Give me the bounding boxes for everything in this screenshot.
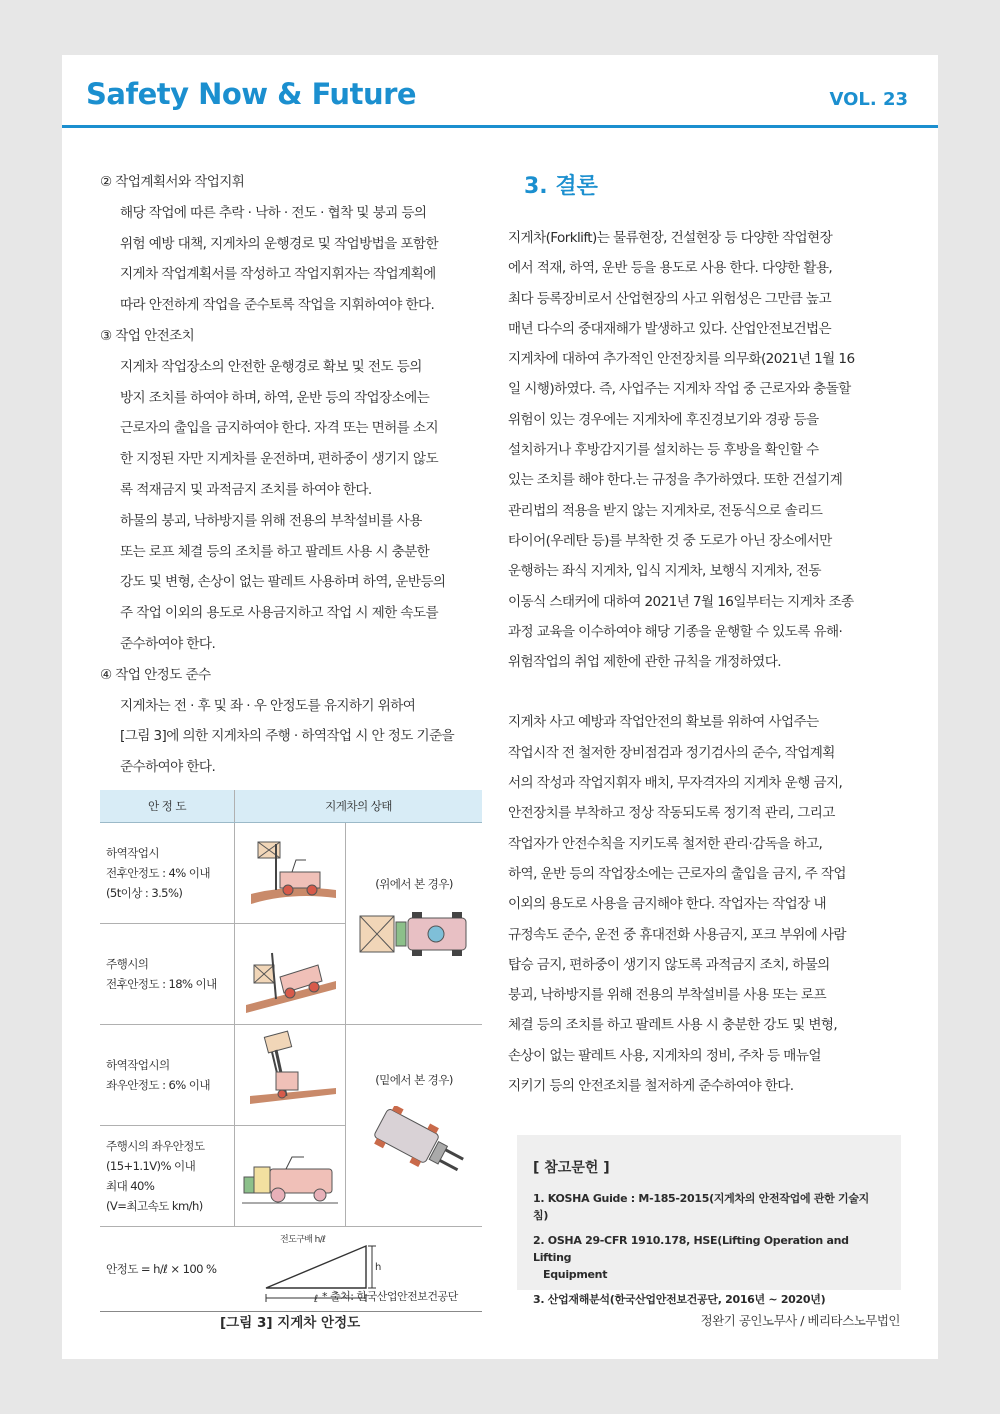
body-line: 운행하는 좌식 지게차, 입식 지게차, 보행식 지게차, 전동 xyxy=(508,563,821,580)
references-box xyxy=(517,1135,901,1306)
row4-line: (V=최고속도 km/h) xyxy=(106,1199,203,1213)
body-line: 위험 예방 대책, 지게차의 운행경로 및 작업방법을 포함한 xyxy=(120,235,438,252)
body-line: 지키기 등의 안전조치를 철저하게 준수하여야 한다. xyxy=(508,1078,794,1095)
body-line: 관리법의 적용을 받지 않는 지게차로, 전동식으로 솔리드 xyxy=(508,502,823,519)
row4-line: 주행시의 좌우안정도 xyxy=(106,1139,205,1153)
magazine-title: Safety Now & Future xyxy=(86,77,417,111)
body-line: 타이어(우레탄 등)를 부착한 것 중 도로가 아닌 장소에서만 xyxy=(508,532,832,549)
list-heading: ③ 작업 안전조치 xyxy=(100,327,195,344)
row1-line: 전후안정도 : 4% 이내 xyxy=(106,866,210,880)
forklift-driving-side-illustration xyxy=(235,1126,346,1227)
body-line: 손상이 없는 팔레트 사용, 지게차의 정비, 주차 등 매뉴얼 xyxy=(508,1047,821,1064)
body-line: 지게차는 전 · 후 및 좌 · 우 안정도를 유지하기 위하여 xyxy=(120,697,416,714)
reference-item: 3. 산업재해분석(한국산업안전보건공단, 2016년 ~ 2020년) xyxy=(533,1293,826,1306)
body-line: 하역, 운반 등의 작업장소에는 근로자의 출입을 금지, 주 작업 xyxy=(508,865,846,882)
right-column-text xyxy=(508,167,900,1101)
table-row-label xyxy=(100,924,235,1025)
body-line: 준수하여야 한다. xyxy=(120,635,216,652)
body-line: 근로자의 출입을 금지하여야 한다. 자격 또는 면허를 소지 xyxy=(120,420,438,437)
figure-source: * 출처: 한국산업안전보건공단 xyxy=(322,1290,458,1303)
forklift-bottom-view-icon xyxy=(354,1106,474,1176)
conclusion-paragraph-1 xyxy=(508,223,900,677)
references-list xyxy=(533,1190,883,1316)
reference-item: Equipment xyxy=(543,1268,608,1281)
length-label: ℓ xyxy=(313,1294,318,1304)
body-line: 붕괴, 낙하방지를 위해 전용의 부착설비를 사용 또는 로프 xyxy=(508,987,826,1004)
body-line: 또는 로프 체결 등의 조치를 하고 팔레트 사용 시 충분한 xyxy=(120,543,430,560)
table-row-label xyxy=(100,823,235,924)
body-line: 매년 다수의 중대재해가 발생하고 있다. 산업안전보건법은 xyxy=(508,320,832,337)
table-row-label xyxy=(100,1126,235,1227)
body-line: 작업시작 전 철저한 장비점검과 정기검사의 준수, 작업계획 xyxy=(508,744,835,761)
forklift-side-icon xyxy=(236,1026,344,1118)
body-line: [그림 3]에 의한 지게차의 주행 · 하역작업 시 안 정도 기준을 xyxy=(120,728,455,745)
forklift-slope-icon xyxy=(236,925,344,1017)
body-line: 있는 조치를 해야 한다.는 규정을 추가하였다. 또한 건설기계 xyxy=(508,472,843,489)
stability-table xyxy=(100,790,482,1312)
body-line: 록 적재금지 및 과적금지 조치를 하여야 한다. xyxy=(120,481,372,498)
body-line: 주 작업 이외의 용도로 사용금지하고 작업 시 제한 속도를 xyxy=(120,605,438,622)
body-line: 위험작업의 취업 제한에 관한 규칙을 개정하였다. xyxy=(508,654,781,671)
body-line: 따라 안전하게 작업을 준수토록 작업을 지휘하여야 한다. xyxy=(120,297,435,314)
body-line: 에서 적재, 하역, 운반 등을 용도로 사용 한다. 다양한 활용, xyxy=(508,260,833,277)
volume-label: VOL. 23 xyxy=(829,89,908,110)
body-line: 하물의 붕괴, 낙하방지를 위해 전용의 부착설비를 사용 xyxy=(120,512,422,529)
body-line: 방지 조치를 하여야 하며, 하역, 운반 등의 작업장소에는 xyxy=(120,389,430,406)
body-line: 해당 작업에 따른 추락 · 낙하 · 전도 · 협착 및 붕괴 등의 xyxy=(120,204,427,221)
row2-line: 전후안정도 : 18% 이내 xyxy=(106,977,217,991)
list-heading: ④ 작업 안정도 준수 xyxy=(100,666,211,683)
row4-line: 최대 40% xyxy=(106,1179,155,1193)
forklift-top-view-icon xyxy=(354,908,474,968)
forklift-icon xyxy=(236,824,344,916)
body-line: 탑승 금지, 편하중이 생기지 않도록 과적금지 조치, 하물의 xyxy=(508,956,830,973)
body-line: 지게차 사고 예방과 작업안전의 확보를 위하여 사업주는 xyxy=(508,714,819,731)
body-line: 강도 및 변형, 손상이 없는 팔레트 사용하며 하역, 운반등의 xyxy=(120,574,446,591)
body-line: 준수하여야 한다. xyxy=(120,759,216,776)
forklift-side-load-illustration xyxy=(235,1025,346,1126)
formula-cell: 안정도 = h/ℓ × 100 % xyxy=(100,1227,235,1312)
body-line: 이외의 용도로 사용을 금지해야 한다. 작업자는 작업장 내 xyxy=(508,896,826,913)
body-line: 위험이 있는 경우에는 지게차에 후진경보기와 경광 등을 xyxy=(508,411,819,428)
body-line: 규정속도 준수, 운전 중 휴대전화 사용금지, 포크 부위에 사람 xyxy=(508,926,846,943)
body-line: 지게차 작업계획서를 작성하고 작업지휘자는 작업계획에 xyxy=(120,266,436,283)
forklift-driving-slope-illustration xyxy=(235,924,346,1025)
body-line: 안전장치를 부착하고 정상 작동되도록 정기적 관리, 그리고 xyxy=(508,805,835,822)
forklift-front-load-illustration xyxy=(235,823,346,924)
slope-fig-label: 전도구배 h/ℓ xyxy=(279,1235,325,1245)
top-view-cell xyxy=(346,823,483,1025)
conclusion-paragraph-2 xyxy=(508,707,900,1101)
table-header-state: 지게차의 상태 xyxy=(235,790,483,823)
left-column-text xyxy=(100,167,485,783)
references-title: [ 참고문헌 ] xyxy=(533,1160,610,1176)
row4-line: (15+1.1V)% 이내 xyxy=(106,1159,196,1173)
figure-caption: [그림 3] 지게차 안정도 xyxy=(220,1315,361,1331)
bottom-view-cell xyxy=(346,1025,483,1227)
body-line: 서의 작성과 작업지휘자 배치, 무자격자의 지게차 운행 금지, xyxy=(508,775,843,792)
row1-line: (5t이상 : 3.5%) xyxy=(106,886,183,900)
reference-item: 2. OSHA 29-CFR 1910.178, HSE(Lifting Operation and Lifting xyxy=(533,1234,849,1264)
body-line: 최다 등록장비로서 산업현장의 사고 위험성은 그만큼 높고 xyxy=(508,290,832,307)
header-divider xyxy=(62,125,938,128)
reference-item: 1. KOSHA Guide : M-185-2015(지게차의 안전작업에 관한 기술지침) xyxy=(533,1192,869,1222)
body-line: 일 시행)하였다. 즉, 사업주는 지게차 작업 중 근로자와 충돌할 xyxy=(508,381,851,398)
body-line: 과정 교육을 이수하여야 해당 기종을 운행할 수 있도록 유해· xyxy=(508,623,843,640)
list-heading: ② 작업계획서와 작업지휘 xyxy=(100,174,245,190)
body-line: 한 지정된 자만 지게차를 운전하며, 편하중이 생기지 않도 xyxy=(120,451,438,468)
body-line: 지게차 작업장소의 안전한 운행경로 확보 및 전도 등의 xyxy=(120,358,422,375)
row3-line: 좌우안정도 : 6% 이내 xyxy=(106,1078,210,1092)
row3-line: 하역작업시의 xyxy=(106,1058,170,1072)
section-heading: 3. 결론 xyxy=(524,174,598,199)
body-line: 설치하거나 후방감지기를 설치하는 등 후방을 확인할 수 xyxy=(508,442,819,459)
height-label: h xyxy=(374,1262,381,1273)
body-line: 작업자가 안전수칙을 지키도록 철저한 관리·감독을 하고, xyxy=(508,835,823,852)
body-line: 지게차에 대하여 추가적인 안전장치를 의무화(2021년 1월 16 xyxy=(508,351,855,368)
page xyxy=(62,55,938,1359)
table-row-label xyxy=(100,1025,235,1126)
body-line: 지게차(Forklift)는 물류현장, 건설현장 등 다양한 작업현장 xyxy=(508,230,833,246)
bottom-view-label: (밑에서 본 경우) xyxy=(375,1072,453,1087)
table-header-stability: 안 정 도 xyxy=(100,790,235,823)
row2-line: 주행시의 xyxy=(106,957,149,971)
body-line: 이동식 스태커에 대하여 2021년 7월 16일부터는 지게차 조종 xyxy=(508,593,854,610)
row1-line: 하역작업시 xyxy=(106,846,159,860)
forklift-driving-icon xyxy=(236,1127,344,1219)
author-credit: 정완기 공인노무사 / 베리타스노무법인 xyxy=(700,1313,900,1328)
top-view-label: (위에서 본 경우) xyxy=(375,876,453,891)
body-line: 체결 등의 조치를 하고 팔레트 사용 시 충분한 강도 및 변형, xyxy=(508,1017,838,1034)
